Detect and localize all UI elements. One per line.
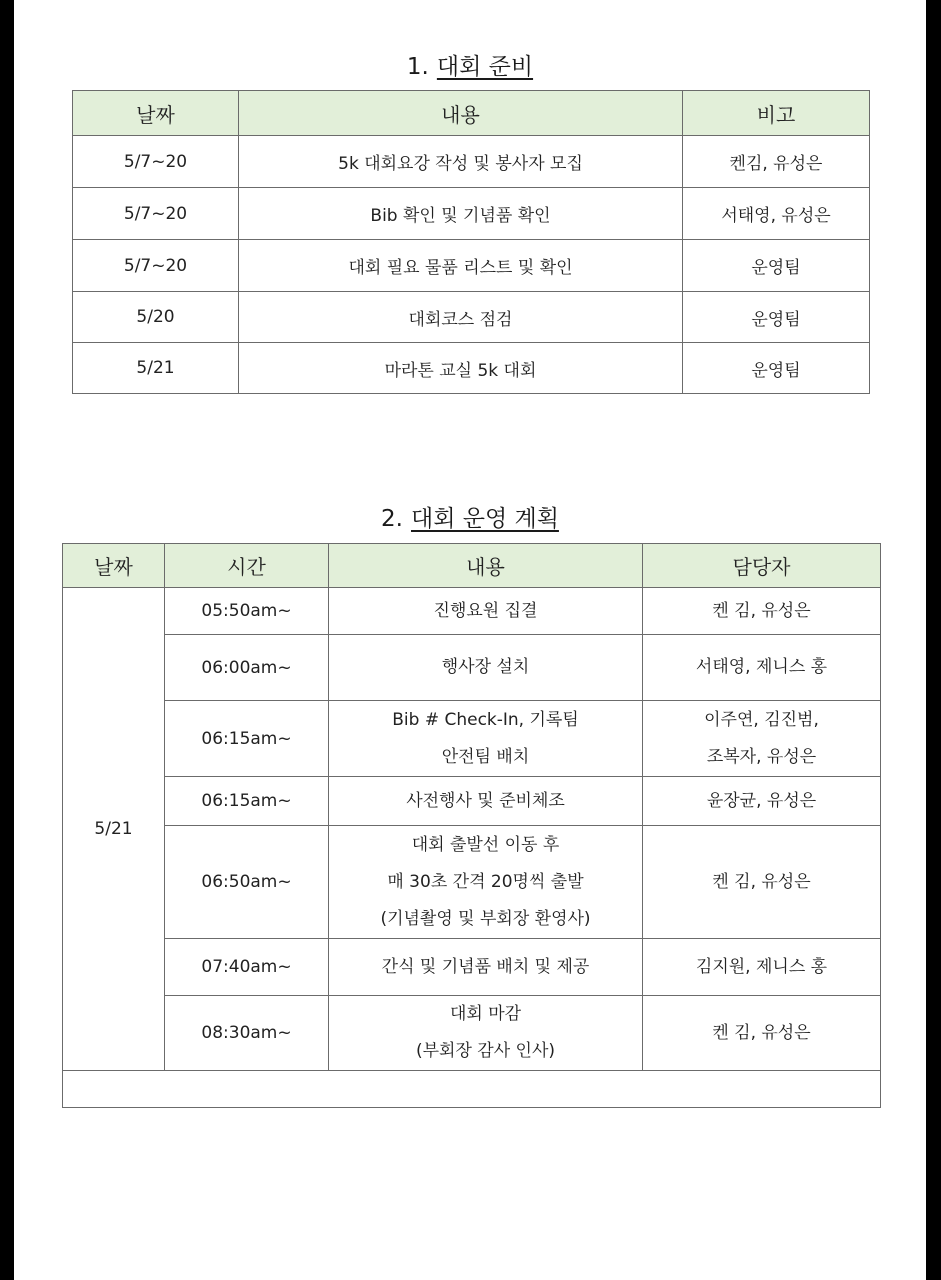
ops-content [329, 939, 643, 996]
prep-header-note: 비고 [683, 91, 870, 136]
table-row [63, 588, 881, 635]
operation-table [62, 543, 881, 1108]
ops-content [329, 701, 643, 777]
ops-content [329, 826, 643, 939]
ops-owner-line: 서태영, 제니스 홍 [695, 657, 828, 677]
ops-owner-line: 켄 김, 유성은 [712, 1022, 811, 1043]
prep-date: 5/21 [73, 343, 239, 394]
ops-content-line: 안전팀 배치 [441, 746, 530, 767]
ops-content-line: (기념촬영 및 부회장 환영사) [380, 908, 591, 929]
ops-content-line: 간식 및 기념품 배치 및 제공 [381, 956, 590, 977]
ops-content-line: 행사장 설치 [441, 657, 530, 677]
table-row [63, 826, 881, 939]
ops-owner-line: 조복자, 유성은 [706, 746, 817, 767]
ops-owner [643, 588, 881, 635]
ops-owner [643, 939, 881, 996]
ops-content [329, 588, 643, 635]
ops-header-date: 날짜 [63, 544, 165, 588]
ops-content [329, 635, 643, 701]
table-row [63, 996, 881, 1071]
ops-empty-cell [63, 1071, 881, 1108]
ops-owner-line: 이주연, 김진범, [704, 709, 819, 730]
ops-content-line: 대회 출발선 이동 후 [411, 834, 560, 855]
section1-title [14, 48, 926, 81]
prep-content: 대회코스 점검 [239, 292, 683, 343]
prep-header-row [73, 91, 870, 136]
table-row [73, 343, 870, 394]
ops-time: 06:15am~ [165, 777, 329, 826]
prep-date: 5/7~20 [73, 188, 239, 240]
ops-owner-line: 켄 김, 유성은 [712, 600, 811, 621]
table-row [73, 188, 870, 240]
ops-time: 06:50am~ [165, 826, 329, 939]
table-row [73, 240, 870, 292]
table-row [63, 939, 881, 996]
prep-date: 5/7~20 [73, 136, 239, 188]
table-row-empty [63, 1071, 881, 1108]
ops-date: 5/21 [63, 588, 165, 1071]
ops-content-line: 매 30초 간격 20명씩 출발 [387, 871, 584, 892]
section1-heading: 대회 준비 [436, 54, 534, 80]
ops-owner [643, 635, 881, 701]
prep-note: 서태영, 유성은 [683, 188, 870, 240]
table-row [63, 635, 881, 701]
ops-header-content: 내용 [329, 544, 643, 588]
ops-owner-line: 켄 김, 유성은 [712, 871, 811, 892]
prep-content: 마라톤 교실 5k 대회 [239, 343, 683, 394]
ops-time: 06:00am~ [165, 635, 329, 701]
ops-time: 05:50am~ [165, 588, 329, 635]
document-page [14, 0, 926, 1280]
ops-content-line: Bib # Check-In, 기록팀 [392, 709, 579, 730]
prep-content: 대회 필요 물품 리스트 및 확인 [239, 240, 683, 292]
prep-content: Bib 확인 및 기념품 확인 [239, 188, 683, 240]
prep-note: 켄김, 유성은 [683, 136, 870, 188]
prep-header-content: 내용 [239, 91, 683, 136]
ops-owner [643, 996, 881, 1071]
ops-owner [643, 777, 881, 826]
ops-owner [643, 826, 881, 939]
ops-content [329, 777, 643, 826]
ops-header-owner: 담당자 [643, 544, 881, 588]
ops-owner [643, 701, 881, 777]
section2-title [14, 500, 926, 533]
ops-content-line: (부회장 감사 인사) [415, 1041, 556, 1061]
table-row [63, 701, 881, 777]
ops-time: 06:15am~ [165, 701, 329, 777]
ops-owner-line: 윤장균, 유성은 [706, 790, 817, 811]
section2-number: 2. [381, 506, 403, 532]
ops-time: 08:30am~ [165, 996, 329, 1071]
ops-content-line: 대회 마감 [449, 1004, 522, 1024]
prep-date: 5/7~20 [73, 240, 239, 292]
prep-table [72, 90, 870, 394]
ops-content-line: 진행요원 집결 [433, 600, 538, 621]
prep-note: 운영팀 [683, 240, 870, 292]
ops-header-time: 시간 [165, 544, 329, 588]
ops-header-row [63, 544, 881, 588]
section2-heading: 대회 운영 계획 [411, 506, 559, 532]
table-row [63, 777, 881, 826]
table-row [73, 292, 870, 343]
table-row [73, 136, 870, 188]
prep-content: 5k 대회요강 작성 및 봉사자 모집 [239, 136, 683, 188]
ops-time: 07:40am~ [165, 939, 329, 996]
prep-note: 운영팀 [683, 292, 870, 343]
prep-date: 5/20 [73, 292, 239, 343]
prep-header-date: 날짜 [73, 91, 239, 136]
ops-content [329, 996, 643, 1071]
section1-number: 1. [406, 54, 429, 80]
prep-note: 운영팀 [683, 343, 870, 394]
ops-owner-line: 김지원, 제니스 홍 [695, 956, 828, 977]
ops-content-line: 사전행사 및 준비체조 [406, 790, 565, 811]
